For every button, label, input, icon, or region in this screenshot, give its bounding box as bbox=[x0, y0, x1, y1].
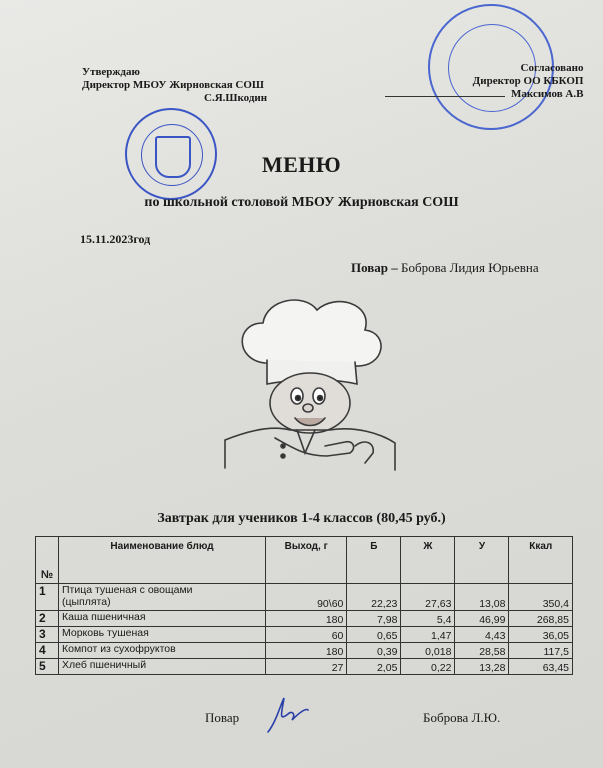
cook-line bbox=[351, 260, 539, 276]
table-row bbox=[36, 643, 573, 659]
header-kcal: Ккал bbox=[509, 537, 573, 584]
cell-portion: 60 bbox=[266, 627, 347, 643]
header-portion: Выход, г bbox=[266, 537, 347, 584]
cell-fat: 5,4 bbox=[401, 611, 455, 627]
menu-date: 15.11.2023год bbox=[80, 232, 151, 246]
cell-portion: 27 bbox=[266, 659, 347, 675]
cell-number: 3 bbox=[36, 627, 59, 643]
cell-dish-name: Каша пшеничная bbox=[59, 611, 266, 627]
cook-name: Боброва Лидия Юрьевна bbox=[401, 260, 539, 275]
cell-protein: 22,23 bbox=[347, 584, 401, 611]
cell-dish-name: Хлеб пшеничный bbox=[59, 659, 266, 675]
cell-kcal: 117,5 bbox=[509, 643, 573, 659]
cook-label: Повар – bbox=[351, 260, 398, 275]
signature-scribble bbox=[262, 692, 312, 736]
footer-cook-label: Повар bbox=[205, 710, 240, 725]
header-carbs: У bbox=[455, 537, 509, 584]
cell-number: 5 bbox=[36, 659, 59, 675]
header-dish-name: Наименование блюд bbox=[59, 537, 266, 584]
cell-portion: 90\60 bbox=[266, 584, 347, 611]
cell-carbs: 13,08 bbox=[455, 584, 509, 611]
header-protein: Б bbox=[347, 537, 401, 584]
cell-kcal: 268,85 bbox=[509, 611, 573, 627]
approval-block-right bbox=[385, 62, 583, 101]
cell-number: 2 bbox=[36, 611, 59, 627]
cell-kcal: 63,45 bbox=[509, 659, 573, 675]
cell-dish-name: Компот из сухофруктов bbox=[59, 643, 266, 659]
approval-right-position: Директор ОО КБКОП bbox=[472, 75, 584, 87]
cell-protein: 0,65 bbox=[347, 627, 401, 643]
table-row bbox=[36, 627, 573, 643]
cell-carbs: 46,99 bbox=[455, 611, 509, 627]
cell-carbs: 13,28 bbox=[455, 659, 509, 675]
cell-fat: 0,22 bbox=[401, 659, 455, 675]
cell-dish-name: Птица тушеная с овощами (цыплята) bbox=[59, 584, 266, 611]
approval-left-position: Директор МБОУ Жирновская СОШ bbox=[82, 79, 265, 91]
footer-cook-name: Боброва Л.Ю. bbox=[423, 710, 501, 725]
cell-carbs: 28,58 bbox=[455, 643, 509, 659]
header-number: № bbox=[36, 537, 59, 584]
approval-block-left bbox=[82, 66, 267, 105]
cell-fat: 0,018 bbox=[401, 643, 455, 659]
chef-illustration bbox=[205, 288, 410, 478]
approval-left-name: С.Я.Шкодин bbox=[204, 92, 268, 104]
approval-left-heading: Утверждаю bbox=[82, 66, 140, 78]
menu-table bbox=[35, 536, 573, 675]
table-row bbox=[36, 584, 573, 611]
table-header-row bbox=[36, 537, 573, 584]
cell-fat: 1,47 bbox=[401, 627, 455, 643]
approval-right-name: Максимов А.В bbox=[511, 88, 584, 100]
signature-line bbox=[385, 96, 505, 97]
cell-protein: 2,05 bbox=[347, 659, 401, 675]
cell-protein: 7,98 bbox=[347, 611, 401, 627]
page-subtitle: по школьной столовой МБОУ Жирновская СОШ bbox=[144, 195, 459, 210]
table-row bbox=[36, 659, 573, 675]
section-title: Завтрак для учеников 1-4 классов (80,45 руб.) bbox=[157, 511, 446, 526]
cell-dish-name: Морковь тушеная bbox=[59, 627, 266, 643]
cell-protein: 0,39 bbox=[347, 643, 401, 659]
table-row bbox=[36, 611, 573, 627]
cell-number: 1 bbox=[36, 584, 59, 611]
cell-kcal: 36,05 bbox=[509, 627, 573, 643]
cell-kcal: 350,4 bbox=[509, 584, 573, 611]
cell-number: 4 bbox=[36, 643, 59, 659]
page-title: МЕНЮ bbox=[261, 152, 342, 177]
header-fat: Ж bbox=[401, 537, 455, 584]
cell-fat: 27,63 bbox=[401, 584, 455, 611]
cell-portion: 180 bbox=[266, 611, 347, 627]
approval-right-heading: Согласовано bbox=[520, 62, 584, 74]
cell-portion: 180 bbox=[266, 643, 347, 659]
cell-carbs: 4,43 bbox=[455, 627, 509, 643]
